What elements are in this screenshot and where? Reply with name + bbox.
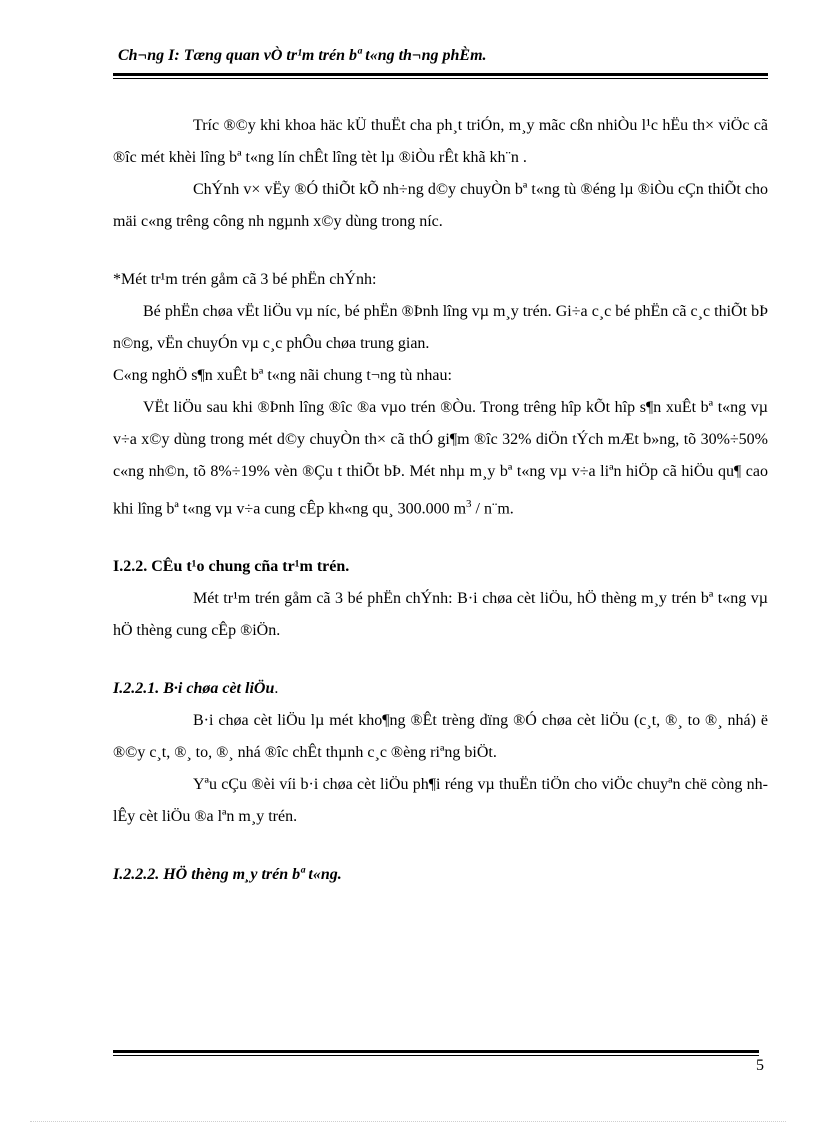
paragraph-technology: C«ng nghÖ s¶n xuÊt bª t«ng nãi chung t¬ng tù nhau: xyxy=(113,367,452,384)
footer-rule-thick xyxy=(113,1050,759,1053)
production-text: VËt liÖu sau khi ®Þnh lîng ®îc ®a vµo trén ®Òu. Trong trêng hîp kÕt hîp s¶n xuÊt bª t«ng vµ v÷a x©y dùng trong mét d©y chuyÒn th× cã thÓ gi¶m ®îc 32% diÖn tÝch mÆt b»ng, tõ 30%÷50% c«ng nh©n, tõ 8%÷19% vèn ®Çu t thiÕt bÞ. Mét nhµ m¸y bª t«ng vµ v÷a liªn hiÖp cã hiÖu qu¶ cao khi lîng bª t«ng vµ v÷a cung cÊp kh«ng qu¸ 300.000 m xyxy=(113,399,768,518)
page-number: 5 xyxy=(756,1057,764,1074)
section-heading-storage-line xyxy=(113,673,768,705)
running-header: Ch¬ng I: Tæng quan vÒ tr¹m trén bª t«ng th¬ng phÈm. xyxy=(118,47,487,64)
paragraph-storage: B·i chøa cèt liÖu lµ mét kho¶ng ®Êt trèng dïng ®Ó chøa cèt liÖu (c¸t, ®¸ to ®¸ nhá) ë ®©y c¸t, ®¸ to, ®¸ nhá ®îc chÊt thµnh c¸c ®èng riªng biÖt. xyxy=(113,712,768,762)
production-text-end: / n¨m. xyxy=(471,500,514,518)
paragraph-reason: ChÝnh v× vËy ®Ó thiÕt kÕ nh÷ng d©y chuyÒn bª t«ng tù ®éng lµ ®iÒu cÇn thiÕt cho mäi c«ng trêng công nh ngµnh x©y dùng trong níc. xyxy=(113,181,768,230)
footer-rule-thin xyxy=(113,1055,759,1056)
section-heading-storage: I.2.2.1. B·i chøa cèt liÖu xyxy=(113,680,275,698)
section-heading-storage-dot: . xyxy=(274,680,279,698)
section-heading-structure: I.2.2. CÊu t¹o chung cña tr¹m trén. xyxy=(113,558,350,576)
unit-superscript: 3 xyxy=(466,498,472,510)
paragraph-parts-detail: Bé phËn chøa vËt liÖu vµ níc, bé phËn ®Þnh lîng vµ m¸y trén. Gi÷a c¸c bé phËn cã c¸c thiÕt bÞ n©ng, vËn chuyÓn vµ c¸c phÔu chøa trung gian. xyxy=(113,303,768,352)
paragraph-production xyxy=(113,392,768,525)
section-heading-mixer: I.2.2.2. HÖ thèng m¸y trén bª t«ng. xyxy=(113,866,342,884)
page-content xyxy=(113,110,768,891)
header-rule-thin xyxy=(113,78,768,79)
paragraph-storage-requirements: Yªu cÇu ®èi víi b·i chøa cèt liÖu ph¶i réng vµ thuËn tiÖn cho viÖc chuyªn chë còng nh lÊy cèt liÖu ®a lªn m¸y trén. xyxy=(113,776,768,826)
page-edge-dotted-line xyxy=(30,1121,786,1122)
paragraph-structure: Mét tr¹m trén gåm cã 3 bé phËn chÝnh: B·i chøa cèt liÖu, hÖ thèng m¸y trén bª t«ng vµ hÖ thèng cung cÊp ®iÖn. xyxy=(113,590,768,640)
paragraph-intro: Tríc ®©y khi khoa häc kÜ thuËt cha ph¸t triÓn, m¸y mãc cßn nhiÒu l¹c hËu th× viÖc cã ®îc mét khèi lîng bª t«ng lín chÊt lîng tèt lµ ®iÒu rÊt khã kh¨n . xyxy=(113,117,768,166)
header-rule-thick xyxy=(113,73,768,76)
paragraph-station-parts: *Mét tr¹m trén gåm cã 3 bé phËn chÝnh: xyxy=(113,271,377,288)
